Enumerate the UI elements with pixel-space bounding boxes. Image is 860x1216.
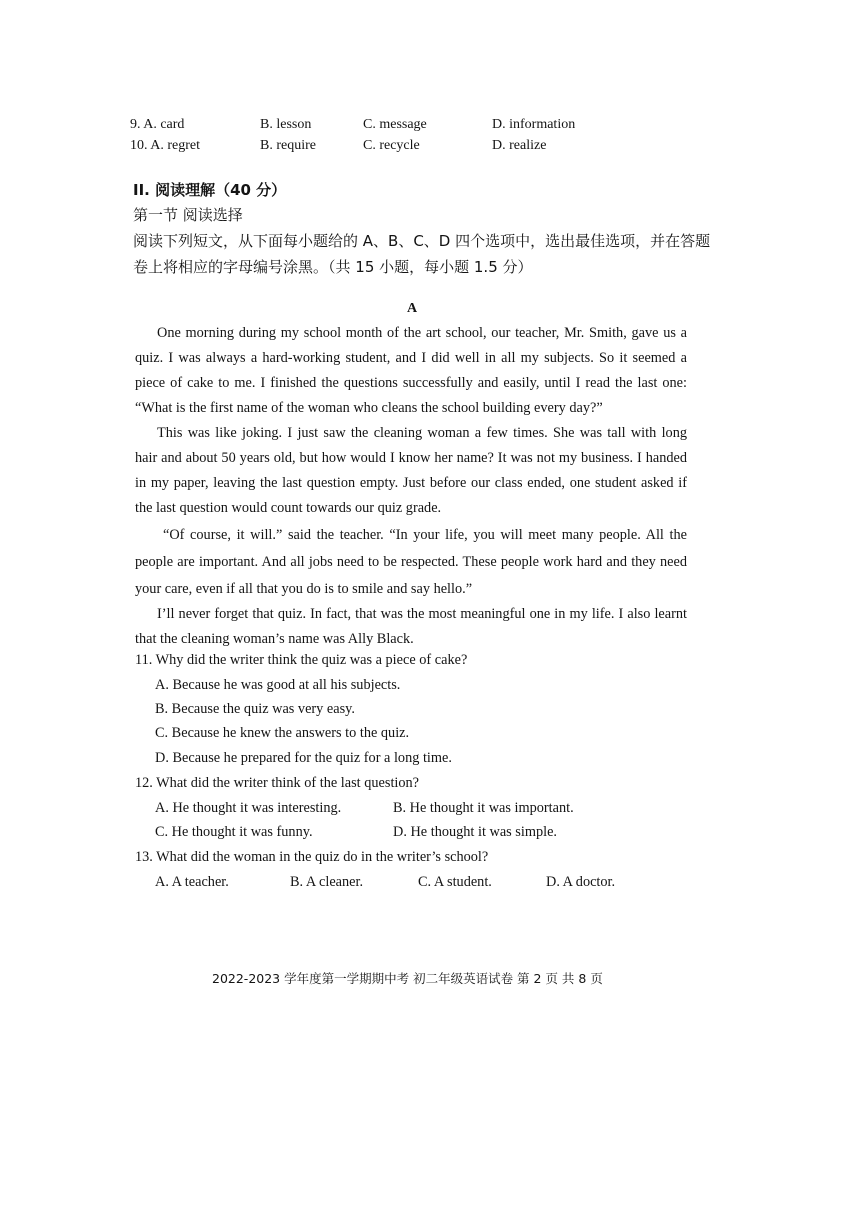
- instructions-line-2: 卷上将相应的字母编号涂黑。（共 15 小题，每小题 1.5 分）: [133, 258, 533, 276]
- passage-line: One morning during my school month of the art school, our teacher, Mr. Smith, gave us a: [157, 325, 687, 341]
- page-footer: 2022-2023 学年度第一学期期中考 初二年级英语试卷 第 2 页 共 8 页: [212, 971, 603, 986]
- passage-paragraph-3: [135, 522, 687, 603]
- question-13-option-a: A. A teacher.: [155, 874, 229, 890]
- question-11-stem: 11. Why did the writer think the quiz was a piece of cake?: [135, 652, 468, 668]
- passage-line: hair and about 50 years old, but how would I know her name? It was not my business. I handed: [135, 450, 687, 466]
- passage-line: “What is the first name of the woman who cleans the school building every day?”: [135, 400, 603, 416]
- question-13-option-c: C. A student.: [418, 874, 492, 890]
- question-12-option-a: A. He thought it was interesting.: [155, 800, 342, 816]
- q9-option-b: B. lesson: [260, 117, 312, 132]
- passage-paragraph-2: [135, 421, 687, 521]
- question-12-option-b: B. He thought it was important.: [393, 800, 574, 816]
- passage-line: I’ll never forget that quiz. In fact, that was the most meaningful one in my life. I also learnt: [157, 606, 687, 622]
- passage-line: quiz. I was always a hard-working student, and I did well in all my subjects. So it seemed a: [135, 350, 687, 366]
- question-12-stem: 12. What did the writer think of the last question?: [135, 775, 420, 791]
- passage-paragraph-4: [135, 602, 687, 652]
- passage-paragraph-1: [135, 321, 687, 421]
- q9-option-c: C. message: [363, 117, 427, 132]
- passage-label: A: [407, 301, 418, 316]
- q10-option-c: C. recycle: [363, 138, 420, 153]
- q10-option-a: 10. A. regret: [130, 138, 200, 153]
- passage-line: the last question would count towards our quiz grade.: [135, 500, 442, 516]
- passage-line: piece of cake to me. I finished the questions successfully and easily, until I read the last one:: [135, 375, 687, 391]
- passage-line: in my paper, leaving the last question empty. Just before our class ended, one student asked if: [135, 475, 687, 491]
- question-11-option-a: A. Because he was good at all his subjects.: [155, 677, 401, 693]
- question-12-option-d: D. He thought it was simple.: [393, 824, 558, 840]
- section-part-title: 第一节 阅读选择: [133, 206, 243, 224]
- instructions-line-1: 阅读下列短文，从下面每小题给的 A、B、C、D 四个选项中，选出最佳选项，并在答题: [133, 232, 711, 250]
- q10-option-b: B. require: [260, 138, 316, 153]
- question-11-option-b: B. Because the quiz was very easy.: [155, 701, 355, 717]
- passage-line: This was like joking. I just saw the cleaning woman a few times. She was tall with long: [157, 425, 687, 441]
- passage-line: people are important. And all jobs need to be respected. These people work hard and they need: [135, 554, 687, 570]
- question-13-option-d: D. A doctor.: [546, 874, 616, 890]
- question-13-stem: 13. What did the woman in the quiz do in the writer’s school?: [135, 849, 489, 865]
- passage-line: “Of course, it will.” said the teacher. “In your life, you will meet many people. All the: [163, 527, 687, 543]
- q9-option-a: 9. A. card: [130, 117, 185, 132]
- q9-option-d: D. information: [492, 117, 576, 132]
- question-13-option-b: B. A cleaner.: [290, 874, 364, 890]
- question-12-option-c: C. He thought it was funny.: [155, 824, 313, 840]
- question-11-option-c: C. Because he knew the answers to the quiz.: [155, 725, 410, 741]
- section-heading: II. 阅读理解（40 分）: [133, 181, 287, 199]
- question-11-option-d: D. Because he prepared for the quiz for a long time.: [155, 750, 452, 766]
- q10-option-d: D. realize: [492, 138, 547, 153]
- passage-line: that the cleaning woman’s name was Ally Black.: [135, 631, 414, 647]
- passage-line: your care, even if all that you do is to smile and say hello.”: [135, 581, 473, 597]
